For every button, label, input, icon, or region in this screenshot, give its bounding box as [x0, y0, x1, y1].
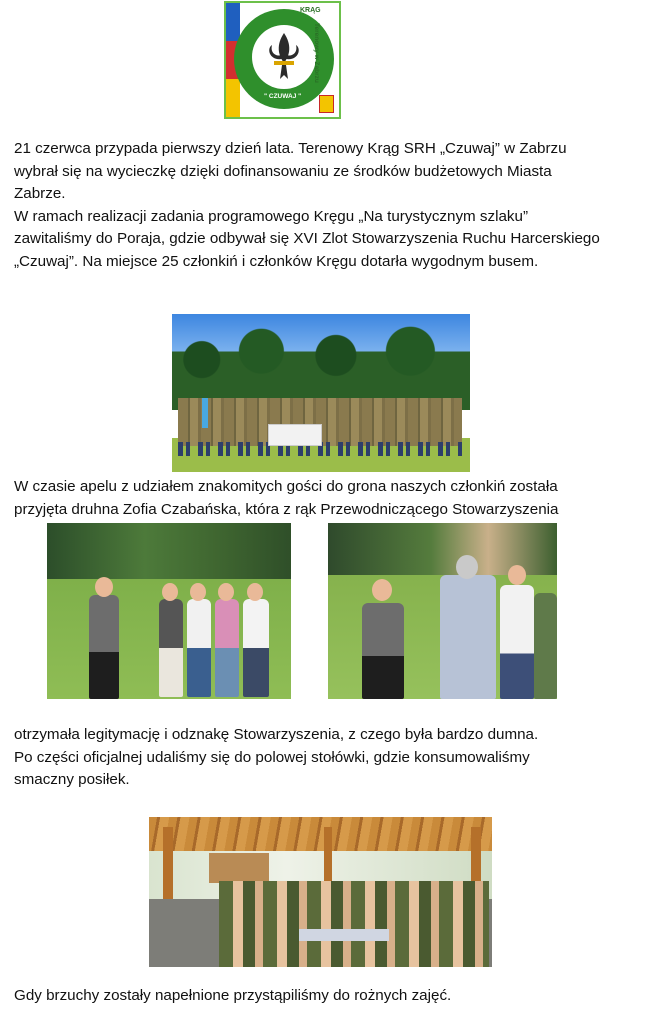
text-line: Gdy brzuchy zostały napełnione przystąpiliśmy do rożnych zajęć. [14, 987, 452, 1004]
ceremony-photo-1 [47, 523, 291, 699]
person [500, 585, 534, 699]
text-line: „Czuwaj”. Na miejsce 25 członkiń i członków Kręgu dotarła wygodnym busem. [14, 252, 539, 270]
person [215, 599, 239, 697]
person [440, 575, 496, 699]
text-line: W ramach realizacji zadania programowego Kręgu „Na turystycznym szlaku” [14, 207, 529, 225]
person [159, 599, 183, 697]
ceremony-photo-2 [328, 523, 557, 699]
flag [202, 398, 208, 428]
text-line: Po części oficjalnej udaliśmy się do polowej stołówki, gdzie konsumowaliśmy [14, 748, 530, 766]
text-line: Zabrze. [14, 185, 66, 203]
text-line: zawitaliśmy do Poraja, gdzie odbywał się XVI Zlot Stowarzyszenia Ruchu Harcerskiego [14, 230, 600, 248]
paragraph-intro [14, 138, 636, 274]
person [362, 603, 404, 699]
person [243, 599, 269, 697]
paragraph-ceremony [14, 476, 636, 521]
diners [219, 881, 489, 967]
logo-bottom-text: " CZUWAJ " [264, 93, 302, 100]
person [89, 595, 119, 699]
person [534, 593, 557, 699]
table [299, 929, 389, 941]
text-line: otrzymała legitymację i odznakę Stowarzyszenia, z czego była bardzo dumna. [14, 726, 539, 743]
wooden-roof [149, 817, 492, 851]
logo-side-text: Terenowy w Zabrzu [313, 23, 320, 83]
text-line: smaczny posiłek. [14, 771, 130, 789]
logo-top-text: KRĄG [300, 7, 321, 14]
paragraph-meal [14, 724, 636, 792]
text-line: 21 czerwca przypada pierwszy dzień lata. Terenowy Krąg SRH „Czuwaj” w Zabrzu [14, 140, 567, 157]
text-line: W czasie apelu z udziałem znakomitych gości do grona naszych członkiń została [14, 478, 558, 495]
group-photo [172, 314, 470, 472]
banner [268, 424, 322, 446]
paragraph-activities [14, 985, 636, 1008]
coat-of-arms-icon [319, 95, 334, 113]
person [187, 599, 211, 697]
canteen-photo [149, 817, 492, 967]
organization-logo [224, 1, 341, 119]
fleur-de-lis-icon [262, 31, 306, 83]
text-line: wybrał się na wycieczkę dzięki dofinansowaniu ze środków budżetowych Miasta [14, 162, 552, 180]
text-line: przyjęta druhna Zofia Czabańska, która z rąk Przewodniczącego Stowarzyszenia [14, 500, 559, 518]
